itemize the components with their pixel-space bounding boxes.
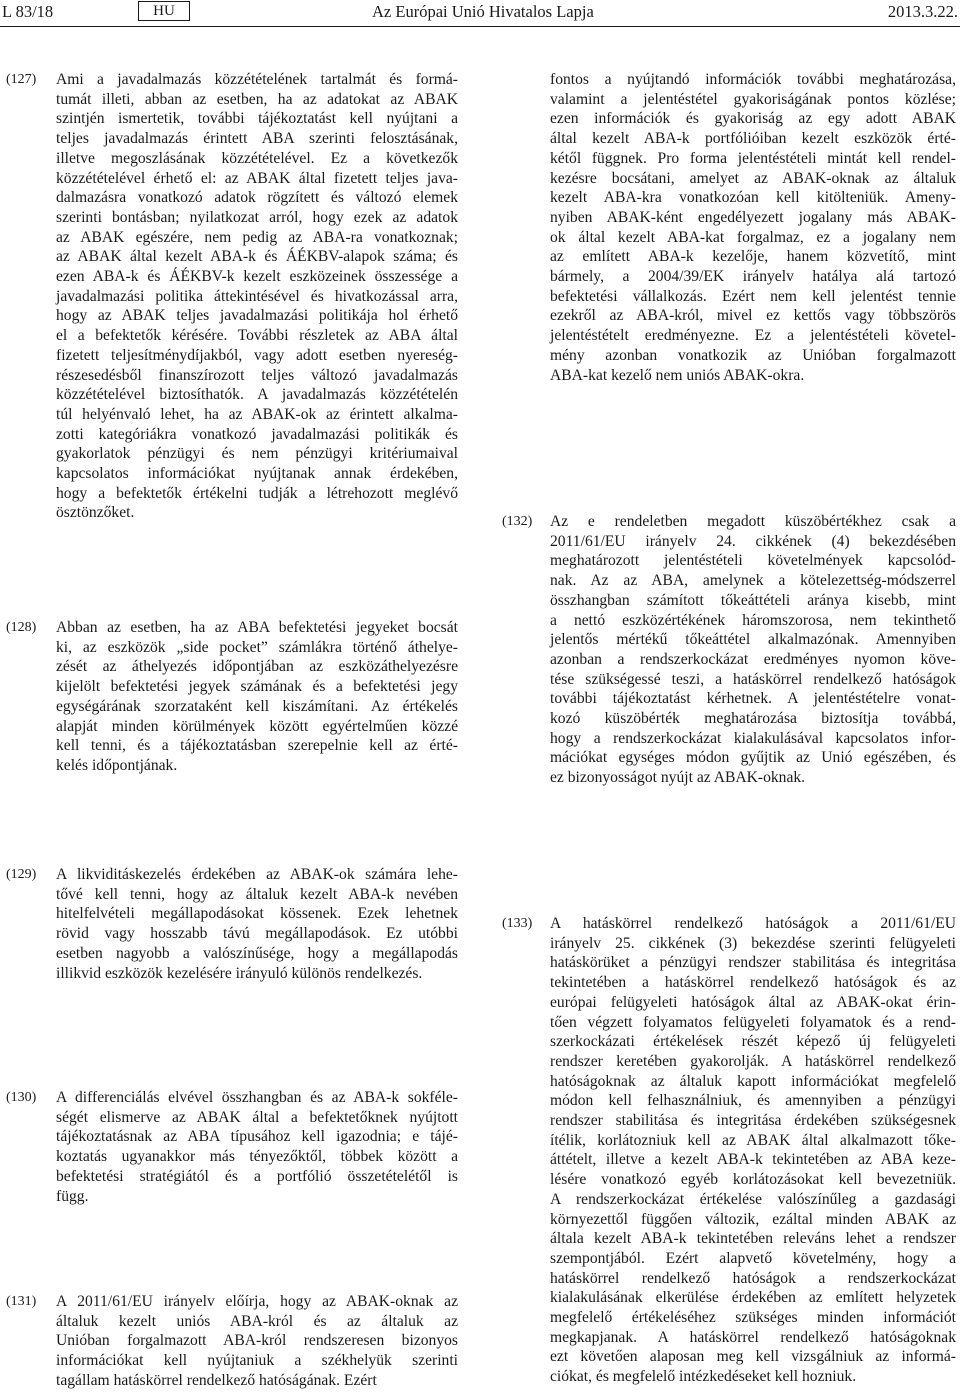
text-line: további tájékoztatást kérhetnek. A jelentéstételre vonat- xyxy=(550,690,956,708)
text-line: teljes javadalmazás érintett ABA szerinti felosztásának, xyxy=(56,130,458,148)
text-line: tekintetében a hatáskörrel rendelkező hatóságok és az xyxy=(550,974,956,992)
recital-text xyxy=(550,914,956,1387)
journal-title: Az Európai Unió Hivatalos Lapja xyxy=(372,2,594,21)
text-line: zotti kategóriákra vonatkozó javadalmazási politikák és xyxy=(56,425,458,443)
text-line: A 2011/61/EU irányelv előírja, hogy az ABAK-oknak az xyxy=(56,1293,458,1310)
text-line: ösztönzőket. xyxy=(56,504,135,522)
text-line: rendszer stabilitása és integritása érdekében szükségesnek xyxy=(550,1112,956,1130)
header-rule xyxy=(0,26,960,27)
text-line: ezt követően alaposan meg kell vizsgálniuk az informá- xyxy=(550,1348,956,1366)
text-line: lésére vonatkozó egyéb korlátozásokat kell bevezetniük. xyxy=(550,1171,956,1189)
recital-number: (127) xyxy=(6,72,37,87)
text-line: dalmazásra vonatkozó adatok rögzített és változó elemek xyxy=(56,189,458,207)
text-line: ezen ABA-k és ÁÉKBV-k kezelt eszközeinek összessége a xyxy=(56,268,458,286)
text-line: tumát illeti, abban az esetben, ha az adatokat az ABAK xyxy=(56,90,458,108)
text-line: hatáskörrel rendelkező hatóságok a rendszerkockázat xyxy=(550,1269,956,1287)
text-line: áttételt, illetve a kezelt ABA-k tekintetében az ABA keze- xyxy=(550,1151,956,1169)
text-line: általa kezelt ABA-k tekintetében releváns lehet a rendszer xyxy=(550,1230,956,1248)
text-line: környezettől függően változik, ezáltal minden ABAK az xyxy=(550,1210,956,1228)
text-line: koztatás ugyanakkor más tényezőktől, többek között a xyxy=(56,1148,458,1166)
page-reference: L 83/18 xyxy=(2,2,54,21)
recital-text xyxy=(550,512,956,788)
text-line: részesedésből finanszírozott teljes változó javadalmazás xyxy=(56,366,458,384)
text-line: kialakulásának elkerülése érdekében az említett helyzetek xyxy=(550,1289,956,1307)
text-line: A differenciálás elvével összhangban és az ABA-k sokféle- xyxy=(56,1089,458,1106)
recital-text xyxy=(56,1088,458,1206)
text-line: nyiben ABAK-ként engedélyezett jogalany más ABAK- xyxy=(550,208,956,226)
text-line: szerinti bontásban; nyilatkozat arról, hogy ezek az adatok xyxy=(56,208,458,226)
recital-text xyxy=(56,618,458,776)
text-line: mációkat egységes módon gyűjtik az Unió egészében, és xyxy=(550,749,956,767)
text-line: ezekről az ABA-król, mivel ez kettős vagy többszörös xyxy=(550,307,956,325)
text-line: Abban az esetben, ha az ABA befektetési jegyeket bocsát xyxy=(56,619,458,636)
text-line: mény azonban vonatkozik az Unióban forgalmazott xyxy=(550,346,956,364)
text-line: tájékoztatásnak az ABA típusához kell igazodnia; e tájé- xyxy=(56,1128,458,1146)
recital-number: (130) xyxy=(6,1090,37,1105)
text-line: Unióban forgalmazott ABA-król rendszeresen bizonyos xyxy=(56,1332,458,1350)
text-line: tése szükségessé teszi, a hatáskörrel rendelkező hatóságok xyxy=(550,670,956,688)
text-line: hogy a rendszerkockázat kialakulásával kapcsolatos infor- xyxy=(550,729,956,747)
text-line: befektetési vállalkozás. Ezért nem kell jelentést tennie xyxy=(550,287,956,305)
text-line: 2011/61/EU irányelv 24. cikkének (4) bekezdésében xyxy=(550,532,956,550)
text-line: Az e rendeletben megadott küszöbértékhez csak a xyxy=(550,513,956,530)
page-header xyxy=(0,0,960,24)
text-line: általuk kezelt uniós ABA-król és az általuk az xyxy=(56,1312,458,1330)
text-line: jelentéstételt eredményezne. Ez a jelentéstételi követel- xyxy=(550,327,956,345)
text-line: irányelv 25. cikkének (3) bekezdése szerinti felügyeleti xyxy=(550,934,956,952)
text-line: kezelt ABA-kra vonatkozóan kell kitölteniük. Ameny- xyxy=(550,189,956,207)
text-line: az említett ABA-k kezelője, hanem közvetítő, mint xyxy=(550,248,956,266)
text-line: szerkockázati értékelések részét képező új felügyeleti xyxy=(550,1033,956,1051)
language-badge: HU xyxy=(138,1,190,21)
text-line: fontos a nyújtandó információk további meghatározása, xyxy=(550,71,956,88)
text-line: jelentős mértékű tőkeáttétel alkalmazónak. Amennyiben xyxy=(550,631,956,649)
text-line: javadalmazási politika áttekintésével és hivatkozással arra, xyxy=(56,287,458,305)
text-line: fizetett teljesítménydíjakból, vagy adott esetben nyereség- xyxy=(56,346,458,364)
text-line: megkapjanak. A hatáskörrel rendelkező hatóságoknak xyxy=(550,1328,956,1346)
text-line: rendszer keretében gyakorolják. A hatáskörrel rendelkező xyxy=(550,1052,956,1070)
text-line: ségét elismerve az ABAK által a befektetőknek nyújtott xyxy=(56,1108,458,1126)
text-line: ez bizonyosságot nyújt az ABAK-oknak. xyxy=(550,769,806,787)
text-line: A hatáskörrel rendelkező hatóságok a 2011/61/EU xyxy=(550,915,956,932)
recital-number: (133) xyxy=(502,916,533,931)
text-line: ki, az eszközök „side pocket” számlákra történő áthelye- xyxy=(56,638,458,656)
text-line: kell tenni, és a tájékoztatásban szerepelnie kell az érté- xyxy=(56,737,458,755)
text-line: tővé kell tenni, hogy az általuk kezelt ABA-k nevében xyxy=(56,885,458,903)
text-line: az ABAK egészére, nem pedig az ABA-ra vonatkoznak; xyxy=(56,228,458,246)
text-line: szintjén ismertetik, további tájékoztatást kell nyújtani a xyxy=(56,110,458,128)
text-line: az ABAK által kezelt ABA-k és ÁÉKBV-alapok száma; és xyxy=(56,248,458,266)
recital-text xyxy=(56,70,458,523)
recital-text xyxy=(56,1292,458,1391)
text-line: egységárának szorzataként kell kiszámítani. Az értékelés xyxy=(56,697,458,715)
text-line: gyakorlatok pénzügyi és nem pénzügyi kritériumaival xyxy=(56,445,458,463)
text-line: el a befektetők kérésére. További részletek az ABA által xyxy=(56,327,458,345)
text-line: hatáskörüket a pénzügyi rendszer stabilitása és integritása xyxy=(550,954,956,972)
text-line: tagállam hatáskörrel rendelkező hatóságának. Ezért xyxy=(56,1371,377,1389)
text-line: azonban a rendszerkockázat eredményes nyomon köve- xyxy=(550,650,956,668)
text-line: közzétételével érhető el: az ABAK által fizetett teljes java- xyxy=(56,169,458,187)
text-line: nak. Az az ABA, amelynek a kötelezettség-módszerrel xyxy=(550,572,956,590)
recital-number: (128) xyxy=(6,620,37,635)
text-line: alapját minden körülmények között egyértelműen közzé xyxy=(56,717,458,735)
text-line: európai felügyeleti hatóságok által az ABAK-okat érin- xyxy=(550,993,956,1011)
recital-number: (131) xyxy=(6,1294,37,1309)
text-line: ezen információk és gyakoriság az egy adott ABAK xyxy=(550,110,956,128)
text-line: összhangban számított tőkeáttételi aránya kisebb, mint xyxy=(550,591,956,609)
text-line: információkat kell nyújtaniuk a székhelyük szerinti xyxy=(56,1352,458,1370)
text-line: hogy a befektetők értékelni tudják a létrehozott meglévő xyxy=(56,484,458,502)
text-line: ok által kezelt ABA-kat forgalmaz, ez a jogalany nem xyxy=(550,228,956,246)
recital-text xyxy=(550,70,956,385)
text-line: valamint a jelentéstétel gyakoriságának pontos közlése; xyxy=(550,90,956,108)
text-line: módon kell felhasználniuk, és amennyiben a pénzügyi xyxy=(550,1092,956,1110)
text-line: ABA-kat kezelő nem uniós ABAK-okra. xyxy=(550,366,805,384)
recital-number: (129) xyxy=(6,867,37,882)
text-line: tően végzett folyamatos felügyeleti folyamatok és a rend- xyxy=(550,1013,956,1031)
text-line: kétől függnek. Pro forma jelentéstételi mintát kell rendel- xyxy=(550,149,956,167)
text-line: túl helyénvaló lehet, ha az ABAK-ok az érintett alkalma- xyxy=(56,405,458,423)
text-line: kapcsolatos információkat nyújtanak annak érdekében, xyxy=(56,465,458,483)
publication-date: 2013.3.22. xyxy=(887,2,958,21)
text-line: A likviditáskezelés érdekében az ABAK-ok számára lehe- xyxy=(56,866,458,883)
text-line: zését az áthelyezés időpontjában az eszközáthelyezésre xyxy=(56,658,458,676)
text-line: kijelölt befektetési jegyek számának és a befektetési jegy xyxy=(56,678,458,696)
text-line: rövid vagy hosszabb távú megállapodások. Ez utóbbi xyxy=(56,925,458,943)
text-line: befektetési stratégiától és a portfólió összetételétől is xyxy=(56,1167,458,1185)
text-line: bármely, a 2004/39/EK irányelv hatálya alá tartozó xyxy=(550,268,956,286)
text-line: közzétételével biztosíthatók. A javadalmazás közzétételén xyxy=(56,386,458,404)
text-line: ciókat, és megfelelő intézkedéseket kell hozniuk. xyxy=(550,1368,857,1386)
text-line: hitelfelvételi megállapodásokat kössenek. Ezek lehetnek xyxy=(56,905,458,923)
text-line: függ. xyxy=(56,1187,89,1205)
text-line: hatóságoknak az általuk kapott információkat megfelelő xyxy=(550,1072,956,1090)
text-line: által kezelt ABA-k portfólióiban kezelt eszközök érté- xyxy=(550,130,956,148)
text-line: esetben nagyobb a valószínűsége, hogy a megállapodás xyxy=(56,944,458,962)
text-line: kelés időpontjának. xyxy=(56,756,178,774)
text-line: illikvid eszközök kezelésére irányuló különös rendelkezés. xyxy=(56,964,423,982)
text-line: szempontjából. Ezért alapvető követelmény, hogy a xyxy=(550,1249,956,1267)
text-line: hogy az ABAK teljes javadalmazási politikája hol érhető xyxy=(56,307,458,325)
text-line: ítélik, korlátozniuk kell az ABAK által alkalmazott tőke- xyxy=(550,1131,956,1149)
recital-text xyxy=(56,865,458,983)
text-line: kezésre bocsátani, amelyet az ABAK-oknak az általuk xyxy=(550,169,956,187)
text-line: A rendszerkockázat értékelése valószínűleg a gazdasági xyxy=(550,1190,956,1208)
text-line: a nettó eszközértékének háromszorosa, nem tekinthető xyxy=(550,611,956,629)
text-line: illetve megoszlásának közzétételével. Ez a következők xyxy=(56,149,458,167)
text-line: megfelelő értékeléséhez szükséges minden információt xyxy=(550,1309,956,1327)
text-line: kozó küszöbérték meghatározása biztosítja továbbá, xyxy=(550,710,956,728)
recital-number: (132) xyxy=(502,514,533,529)
text-line: meghatározott jelentéstételi követelmények kapcsolód- xyxy=(550,552,956,570)
text-line: Ami a javadalmazás közzétételének tartalmát és formá- xyxy=(56,71,458,88)
